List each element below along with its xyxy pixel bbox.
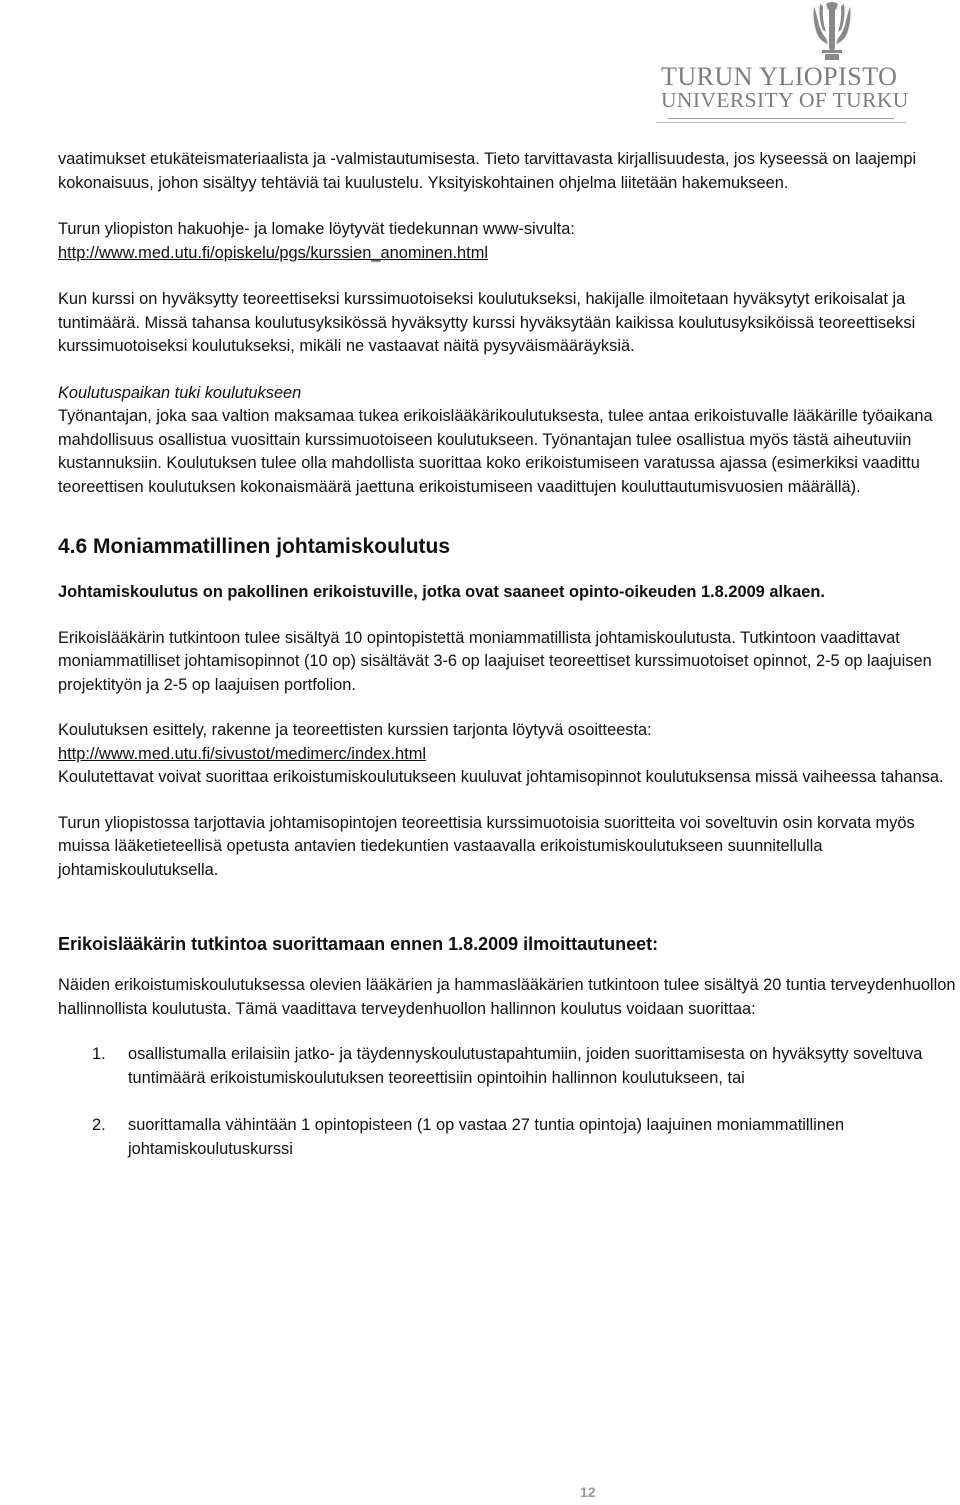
paragraph: Erikoislääkärin tutkintoon tulee sisältyä 10 opintopistettä moniammatillista johtamiskoulutusta. Tutkintoon vaadittavat moniammatilliset johtamisopinnot (10 op) sisältävät 3-6 op laajuiset teoreettiset kurssimuotoiset opinnot, 2-5 op laajuisen projektityön ja 2-5 op laajuisen portfolion. [58, 628, 932, 694]
paragraph-text: Turun yliopiston hakuohje- ja lomake löytyvät tiedekunnan www-sivulta: [58, 220, 575, 238]
subheading-employer-support: Koulutuspaikan tuki koulutukseen [58, 383, 302, 402]
list-text: osallistumalla erilaisiin jatko- ja täydennyskoulutustapahtumiin, joiden suorittamisesta on hyväksytty soveltuva tuntimäärä erikoistumiskoulutuksen teoreettisiin opintoihin hallinnon koulutukseen, tai [128, 1045, 923, 1087]
paragraph: Näiden erikoistumiskoulutuksessa olevien lääkärien ja hammaslääkärien tutkintoon tulee sisältyä 20 tuntia terveydenhuollon hallinnollista koulutusta. Tämä vaadittava terveydenhuollon hallinnon koulutus voidaan suorittaa: [58, 976, 956, 1018]
paragraph-text: Koulutettavat voivat suorittaa erikoistumiskoulutukseen kuuluvat johtamisopinnot koulutuksensa missä vaiheessa tahansa. [58, 768, 944, 786]
list-text: suorittamalla vähintään 1 opintopisteen (1 op vastaa 27 tuntia opintoja) laajuinen moniammatillinen johtamiskoulutuskurssi [128, 1116, 845, 1158]
paragraph-application-info [58, 218, 958, 265]
medimerc-link[interactable]: http://www.med.utu.fi/sivustot/medimerc/index.html [58, 744, 427, 763]
logo-text-fi: TURUN YLIOPISTO [661, 62, 898, 91]
list-item [58, 1043, 958, 1090]
list-item [58, 1114, 958, 1161]
paragraph: Turun yliopistossa tarjottavia johtamisopintojen teoreettisia kurssimuotoisia suoritteita voi soveltuvin osin korvata myös muissa lääketieteellisä opetusta antavien tiedekuntien vastaavalla erikoistumiskoulutukseen suunnitellulla johtamiskoulutuksella. [58, 813, 915, 879]
bold-notice: Johtamiskoulutus on pakollinen erikoistuville, jotka ovat saaneet opinto-oikeuden 1.8.2009 alkaen. [58, 583, 825, 601]
subsection-heading: Erikoislääkärin tutkintoa suorittamaan ennen 1.8.2009 ilmoittautuneet: [58, 934, 659, 954]
document-body [58, 148, 958, 1161]
torch-emblem-icon [808, 2, 856, 64]
paragraph-course-info [58, 719, 958, 790]
numbered-list [58, 1043, 958, 1161]
page-number: 12 [580, 1484, 596, 1500]
logo-divider-lower [656, 122, 906, 123]
university-logo [368, 0, 960, 130]
paragraph: Kun kurssi on hyväksytty teoreettiseksi kurssimuotoiseksi koulutukseksi, hakijalle ilmoitetaan hyväksytyt erikoisalat ja tuntimäärä. Missä tahansa koulutusyksikössä hyväksytty kurssi hyväksytään kaikissa koulutusyksiköissä teoreettiseksi kurssimuotoiseksi koulutukseksi, mikäli ne vastaavat näitä pysyväismääräyksiä. [58, 290, 916, 355]
logo-text-en: UNIVERSITY OF TURKU [661, 88, 909, 112]
list-number: 1. [92, 1045, 106, 1063]
paragraph: Työnantajan, joka saa valtion maksamaa tukea erikoislääkärikoulutuksesta, tulee antaa erikoistuvalle lääkärille työaikana mahdollisuus osallistua vuosittain kurssimuotoiseen koulutukseen. Työnantajan tulee osallistua myös tästä aiheutuviin kustannuksiin. Koulutuksen tulee olla mahdollista suorittaa koko erikoistumiseen varatussa ajassa (esimerkiksi vaadittu teoreettisen koulutuksen kokonaismäärä jaettuna erikoistumiseen vaadittujen kouluttautumisvuosien määrällä). [58, 407, 933, 496]
paragraph: vaatimukset etukäteismateriaalista ja -valmistautumisesta. Tieto tarvittavasta kirjallisuudesta, jos kyseessä on laajempi kokonaisuus, johon sisältyy tehtäviä tai kuulustelu. Yksityiskohtainen ohjelma liitetään hakemukseen. [58, 150, 917, 192]
logo-divider [668, 118, 894, 119]
section-heading: 4.6 Moniammatillinen johtamiskoulutus [58, 535, 451, 558]
application-link[interactable]: http://www.med.utu.fi/opiskelu/pgs/kurssien_anominen.html [58, 243, 489, 262]
list-number: 2. [92, 1116, 106, 1134]
paragraph-text: Koulutuksen esittely, rakenne ja teoreettisten kurssien tarjonta löytyvä osoitteesta: [58, 721, 652, 739]
